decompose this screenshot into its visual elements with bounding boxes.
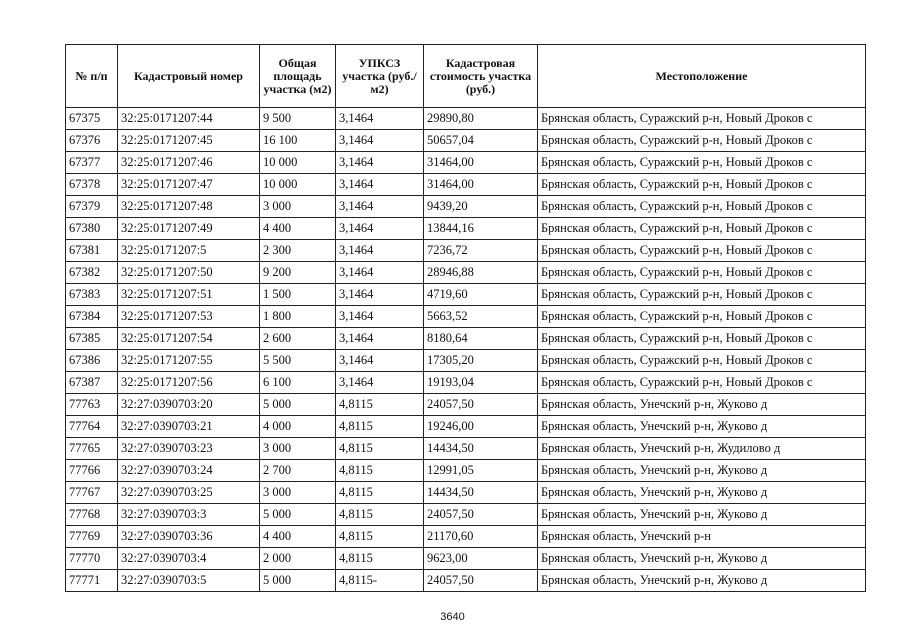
location-cell: Брянская область, Суражский р-н, Новый Дроков с — [538, 328, 866, 350]
table-row — [66, 152, 866, 174]
location-cell: Брянская область, Унечский р-н, Жуково д — [538, 548, 866, 570]
row-number-cell: 67375 — [66, 108, 118, 130]
header-cadastral-value: Кадастровая стоимость участка (руб.) — [424, 45, 538, 108]
cadastral-number-cell: 32:25:0171207:48 — [118, 196, 260, 218]
area-cell: 5 000 — [260, 504, 336, 526]
table-row — [66, 482, 866, 504]
upksz-cell: 3,1464 — [336, 174, 424, 196]
cadastral-value-cell: 9623,00 — [424, 548, 538, 570]
row-number-cell: 67383 — [66, 284, 118, 306]
upksz-cell: 3,1464 — [336, 196, 424, 218]
table-row — [66, 504, 866, 526]
table-row — [66, 526, 866, 548]
cadastral-value-cell: 5663,52 — [424, 306, 538, 328]
cadastral-value-cell: 28946,88 — [424, 262, 538, 284]
cadastral-number-cell: 32:27:0390703:4 — [118, 548, 260, 570]
table-row — [66, 174, 866, 196]
row-number-cell: 67381 — [66, 240, 118, 262]
table-header — [66, 45, 866, 108]
cadastral-value-cell: 21170,60 — [424, 526, 538, 548]
cadastral-number-cell: 32:25:0171207:45 — [118, 130, 260, 152]
row-number-cell: 67380 — [66, 218, 118, 240]
cadastral-number-cell: 32:25:0171207:54 — [118, 328, 260, 350]
area-cell: 3 000 — [260, 438, 336, 460]
header-row — [66, 45, 866, 108]
cadastral-value-cell: 31464,00 — [424, 152, 538, 174]
cadastral-value-cell: 13844,16 — [424, 218, 538, 240]
cadastral-value-cell: 12991,05 — [424, 460, 538, 482]
location-cell: Брянская область, Суражский р-н, Новый Дроков с — [538, 262, 866, 284]
cadastral-number-cell: 32:27:0390703:24 — [118, 460, 260, 482]
cadastral-number-cell: 32:27:0390703:36 — [118, 526, 260, 548]
table-row — [66, 372, 866, 394]
upksz-cell: 3,1464 — [336, 262, 424, 284]
location-cell: Брянская область, Унечский р-н, Жуково д — [538, 460, 866, 482]
upksz-cell: 4,8115 — [336, 416, 424, 438]
area-cell: 2 700 — [260, 460, 336, 482]
row-number-cell: 67386 — [66, 350, 118, 372]
area-cell: 1 500 — [260, 284, 336, 306]
table-row — [66, 196, 866, 218]
cadastral-value-cell: 8180,64 — [424, 328, 538, 350]
row-number-cell: 77769 — [66, 526, 118, 548]
location-cell: Брянская область, Суражский р-н, Новый Дроков с — [538, 284, 866, 306]
header-area: Общая площадь участка (м2) — [260, 45, 336, 108]
row-number-cell: 77768 — [66, 504, 118, 526]
row-number-cell: 67379 — [66, 196, 118, 218]
table-row — [66, 306, 866, 328]
location-cell: Брянская область, Унечский р-н, Жуково д — [538, 394, 866, 416]
table-row — [66, 262, 866, 284]
upksz-cell: 4,8115 — [336, 460, 424, 482]
upksz-cell: 4,8115 — [336, 526, 424, 548]
cadastral-number-cell: 32:25:0171207:49 — [118, 218, 260, 240]
cadastral-number-cell: 32:25:0171207:55 — [118, 350, 260, 372]
area-cell: 9 200 — [260, 262, 336, 284]
cadastral-value-cell: 24057,50 — [424, 394, 538, 416]
location-cell: Брянская область, Унечский р-н, Жуково д — [538, 504, 866, 526]
row-number-cell: 77767 — [66, 482, 118, 504]
upksz-cell: 3,1464 — [336, 108, 424, 130]
cadastral-number-cell: 32:25:0171207:44 — [118, 108, 260, 130]
cadastral-value-cell: 24057,50 — [424, 570, 538, 592]
upksz-cell: 4,8115 — [336, 504, 424, 526]
cadastral-number-cell: 32:25:0171207:50 — [118, 262, 260, 284]
table-row — [66, 240, 866, 262]
area-cell: 10 000 — [260, 152, 336, 174]
area-cell: 2 600 — [260, 328, 336, 350]
cadastral-value-cell: 19193,04 — [424, 372, 538, 394]
row-number-cell: 67385 — [66, 328, 118, 350]
cadastral-value-cell: 24057,50 — [424, 504, 538, 526]
location-cell: Брянская область, Суражский р-н, Новый Дроков с — [538, 174, 866, 196]
header-row-number: № п/п — [66, 45, 118, 108]
upksz-cell: 3,1464 — [336, 372, 424, 394]
cadastral-value-cell: 7236,72 — [424, 240, 538, 262]
row-number-cell: 77764 — [66, 416, 118, 438]
row-number-cell: 67378 — [66, 174, 118, 196]
area-cell: 16 100 — [260, 130, 336, 152]
table-row — [66, 460, 866, 482]
upksz-cell: 3,1464 — [336, 240, 424, 262]
row-number-cell: 67376 — [66, 130, 118, 152]
area-cell: 2 000 — [260, 548, 336, 570]
area-cell: 10 000 — [260, 174, 336, 196]
page-number: 3640 — [440, 611, 465, 623]
location-cell: Брянская область, Унечский р-н — [538, 526, 866, 548]
row-number-cell: 77770 — [66, 548, 118, 570]
location-cell: Брянская область, Унечский р-н, Жуково д — [538, 482, 866, 504]
cadastral-number-cell: 32:27:0390703:23 — [118, 438, 260, 460]
cadastral-value-cell: 31464,00 — [424, 174, 538, 196]
upksz-cell: 3,1464 — [336, 130, 424, 152]
table-row — [66, 394, 866, 416]
upksz-cell: 3,1464 — [336, 328, 424, 350]
location-cell: Брянская область, Унечский р-н, Жуково д — [538, 570, 866, 592]
area-cell: 9 500 — [260, 108, 336, 130]
area-cell: 3 000 — [260, 196, 336, 218]
location-cell: Брянская область, Суражский р-н, Новый Дроков с — [538, 196, 866, 218]
row-number-cell: 67384 — [66, 306, 118, 328]
location-cell: Брянская область, Суражский р-н, Новый Дроков с — [538, 218, 866, 240]
cadastral-number-cell: 32:25:0171207:53 — [118, 306, 260, 328]
cadastral-number-cell: 32:27:0390703:25 — [118, 482, 260, 504]
location-cell: Брянская область, Унечский р-н, Жуково д — [538, 416, 866, 438]
table-row — [66, 218, 866, 240]
cadastral-number-cell: 32:27:0390703:21 — [118, 416, 260, 438]
header-cadastral-number: Кадастровый номер — [118, 45, 260, 108]
row-number-cell: 77766 — [66, 460, 118, 482]
upksz-cell: 3,1464 — [336, 218, 424, 240]
area-cell: 5 500 — [260, 350, 336, 372]
area-cell: 6 100 — [260, 372, 336, 394]
cadastral-value-cell: 29890,80 — [424, 108, 538, 130]
area-cell: 4 000 — [260, 416, 336, 438]
cadastral-table — [65, 44, 866, 592]
location-cell: Брянская область, Суражский р-н, Новый Дроков с — [538, 350, 866, 372]
area-cell: 1 800 — [260, 306, 336, 328]
cadastral-value-cell: 14434,50 — [424, 482, 538, 504]
cadastral-number-cell: 32:25:0171207:47 — [118, 174, 260, 196]
area-cell: 2 300 — [260, 240, 336, 262]
row-number-cell: 77771 — [66, 570, 118, 592]
location-cell: Брянская область, Суражский р-н, Новый Дроков с — [538, 306, 866, 328]
cadastral-number-cell: 32:27:0390703:5 — [118, 570, 260, 592]
table-row — [66, 108, 866, 130]
upksz-cell: 4,8115 — [336, 438, 424, 460]
upksz-cell: 3,1464 — [336, 152, 424, 174]
upksz-cell: 3,1464 — [336, 306, 424, 328]
area-cell: 3 000 — [260, 482, 336, 504]
cadastral-value-cell: 17305,20 — [424, 350, 538, 372]
upksz-cell: 4,8115 — [336, 548, 424, 570]
location-cell: Брянская область, Суражский р-н, Новый Дроков с — [538, 372, 866, 394]
table-row — [66, 350, 866, 372]
upksz-cell: 3,1464 — [336, 284, 424, 306]
area-cell: 4 400 — [260, 526, 336, 548]
table-body — [66, 108, 866, 592]
table-row — [66, 328, 866, 350]
table-row — [66, 130, 866, 152]
table-row — [66, 570, 866, 592]
cadastral-value-cell: 19246,00 — [424, 416, 538, 438]
upksz-cell: 4,8115 — [336, 394, 424, 416]
cadastral-number-cell: 32:25:0171207:5 — [118, 240, 260, 262]
row-number-cell: 67377 — [66, 152, 118, 174]
cadastral-value-cell: 9439,20 — [424, 196, 538, 218]
table-row — [66, 548, 866, 570]
location-cell: Брянская область, Суражский р-н, Новый Дроков с — [538, 152, 866, 174]
cadastral-number-cell: 32:25:0171207:51 — [118, 284, 260, 306]
area-cell: 4 400 — [260, 218, 336, 240]
location-cell: Брянская область, Суражский р-н, Новый Дроков с — [538, 108, 866, 130]
row-number-cell: 67387 — [66, 372, 118, 394]
location-cell: Брянская область, Унечский р-н, Жудилово д — [538, 438, 866, 460]
area-cell: 5 000 — [260, 570, 336, 592]
cadastral-number-cell: 32:25:0171207:46 — [118, 152, 260, 174]
area-cell: 5 000 — [260, 394, 336, 416]
table-row — [66, 438, 866, 460]
upksz-cell: 3,1464 — [336, 350, 424, 372]
row-number-cell: 77765 — [66, 438, 118, 460]
cadastral-value-cell: 50657,04 — [424, 130, 538, 152]
upksz-cell: 4,8115- — [336, 570, 424, 592]
location-cell: Брянская область, Суражский р-н, Новый Дроков с — [538, 240, 866, 262]
cadastral-number-cell: 32:27:0390703:20 — [118, 394, 260, 416]
cadastral-number-cell: 32:27:0390703:3 — [118, 504, 260, 526]
location-cell: Брянская область, Суражский р-н, Новый Дроков с — [538, 130, 866, 152]
cadastral-value-cell: 14434,50 — [424, 438, 538, 460]
cadastral-number-cell: 32:25:0171207:56 — [118, 372, 260, 394]
row-number-cell: 77763 — [66, 394, 118, 416]
cadastral-value-cell: 4719,60 — [424, 284, 538, 306]
header-location: Местоположение — [538, 45, 866, 108]
header-upksz: УПКСЗ участка (руб./м2) — [336, 45, 424, 108]
upksz-cell: 4,8115 — [336, 482, 424, 504]
table-row — [66, 284, 866, 306]
table-row — [66, 416, 866, 438]
row-number-cell: 67382 — [66, 262, 118, 284]
